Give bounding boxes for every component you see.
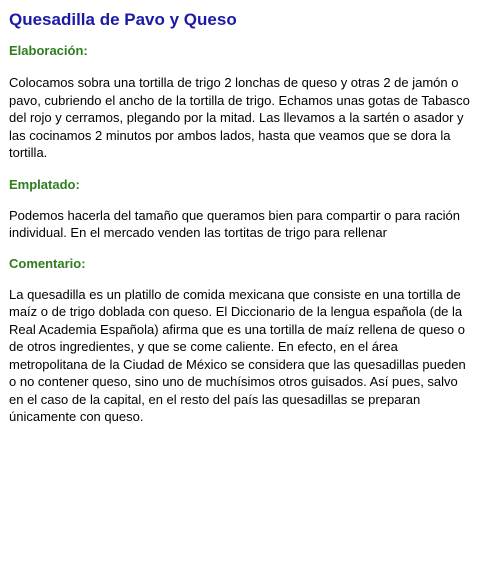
section-heading-comentario: Comentario: (9, 255, 86, 271)
page-title: Quesadilla de Pavo y Queso (9, 10, 237, 29)
section-text-elaboracion: Colocamos sobra una tortilla de trigo 2 lonchas de queso y otras 2 de jamón o pavo, cubriendo el ancho de la tortilla de trigo. Echamos unas gotas de Tabasco del rojo y cerramos, plegando por la mitad. Las llevamos a la sartén o asador y las cocinamos 2 minutos por ambos lados, hasta que veamos que se dora la tortilla. (9, 75, 470, 160)
section-heading-emplatado: Emplatado: (9, 176, 80, 192)
section-text-comentario: La quesadilla es un platillo de comida mexicana que consiste en una tortilla de maíz o de trigo doblada con queso. El Diccionario de la lengua española (de la Real Academia Española) afirma que es una tortilla de maíz rellena de queso o de otros ingredientes, y que se come caliente. En efecto, en el área metropolitana de la Ciudad de México se considera que las quesadillas pueden o no contener queso, sino uno de muchísimos otros guisados. Así pues, salvo en el caso de la capital, en el resto del país las quesadillas se preparan únicamente con queso. (9, 286, 466, 424)
section-text-emplatado: Podemos hacerla del tamaño que queramos bien para compartir o para ración individual. En el mercado venden las tortitas de trigo para rellenar (9, 207, 460, 240)
section-heading-elaboracion: Elaboración: (9, 43, 88, 58)
